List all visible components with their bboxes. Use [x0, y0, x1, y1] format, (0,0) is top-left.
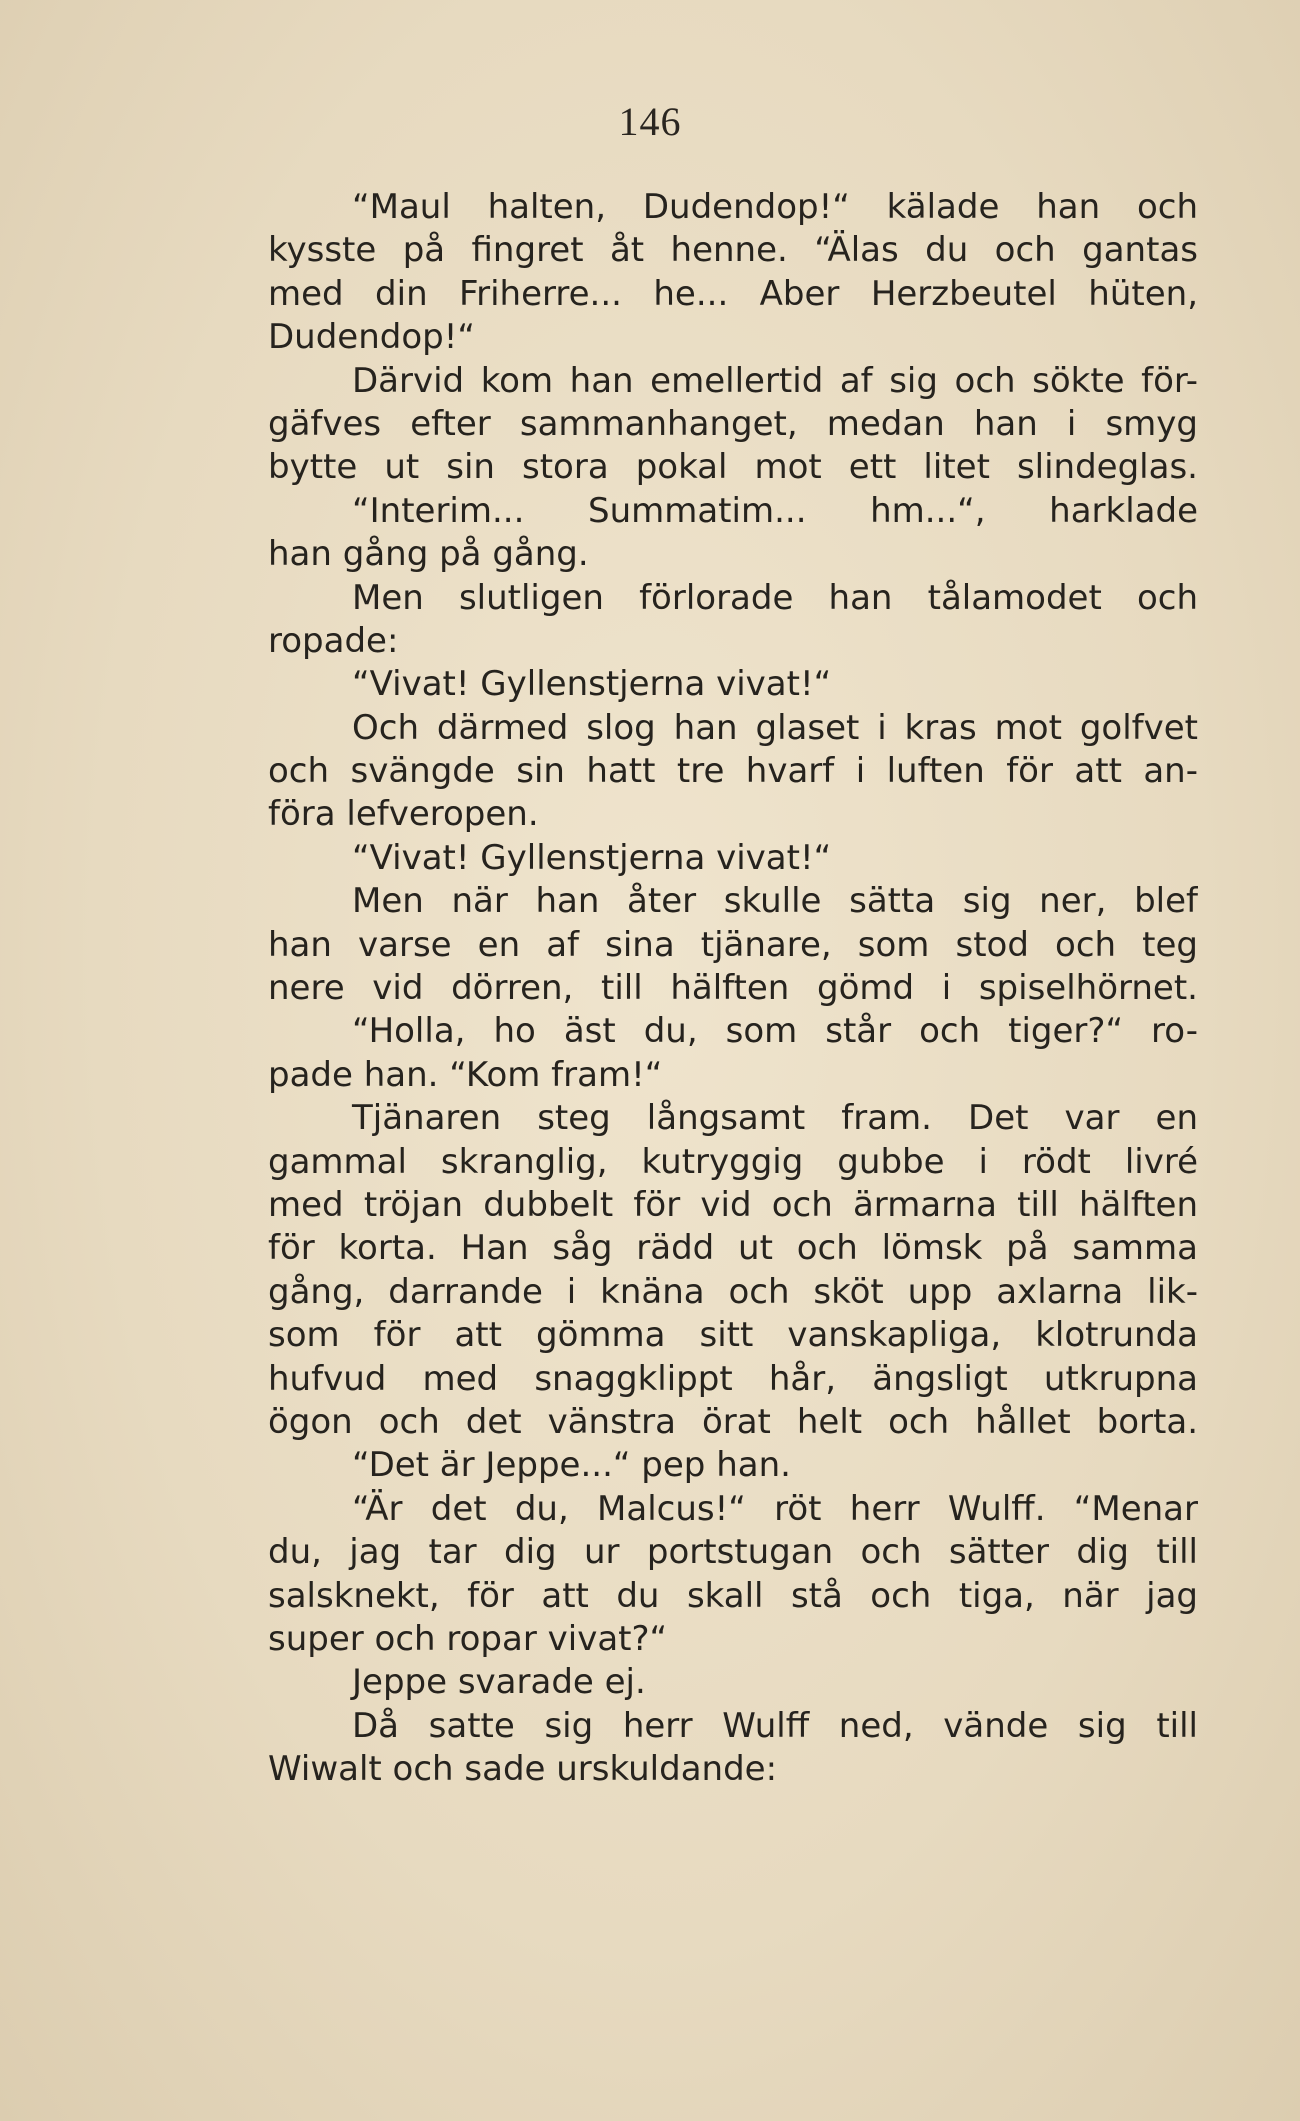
text-line: “Holla, ho äst du, som står och tiger?“ ro-	[352, 1011, 1198, 1052]
text-line: och svängde sin hatt tre hvarf i luften för att an-	[268, 751, 1198, 792]
text-line: bytte ut sin stora pokal mot ett litet slindeglas.	[268, 447, 1198, 488]
text-line: Men slutligen förlorade han tålamodet och	[352, 577, 1198, 618]
text-line: Dudendop!“	[268, 317, 475, 358]
text-line: han varse en af sina tjänare, som stod och teg	[268, 924, 1198, 965]
text-line: “Vivat! Gyllenstjerna vivat!“	[352, 664, 832, 705]
text-line: super och ropar vivat?“	[268, 1618, 668, 1659]
text-line: hufvud med snaggklippt hår, ängsligt utkrupna	[268, 1358, 1198, 1399]
text-line: gäfves efter sammanhanget, medan han i smyg	[268, 403, 1198, 444]
text-line: Därvid kom han emellertid af sig och sökte för-	[352, 360, 1198, 401]
text-line: “Det är Jeppe...“ pep han.	[352, 1445, 791, 1486]
text-line: du, jag tar dig ur portstugan och sätter dig till	[268, 1532, 1198, 1573]
text-line: “Är det du, Malcus!“ röt herr Wulff. “Menar	[352, 1488, 1198, 1529]
text-line: ögon och det vänstra örat helt och hållet borta.	[268, 1401, 1198, 1442]
text-line: föra lefveropen.	[268, 794, 539, 835]
text-line: Jeppe svarade ej.	[352, 1662, 646, 1703]
text-line: “Maul halten, Dudendop!“ kälade han och	[352, 187, 1198, 227]
page-number: 146	[618, 99, 682, 144]
text-line: för korta. Han såg rädd ut och lömsk på samma	[268, 1228, 1198, 1269]
body-text	[268, 186, 1198, 1791]
text-line: Wiwalt och sade urskuldande:	[268, 1749, 778, 1790]
text-line: “Vivat! Gyllenstjerna vivat!“	[352, 837, 832, 878]
text-line: kysste på fingret åt henne. “Älas du och gantas	[268, 230, 1198, 271]
text-line: med din Friherre... he... Aber Herzbeutel hüten,	[268, 273, 1198, 314]
text-line: “Interim... Summatim... hm...“, harklade	[352, 490, 1198, 531]
text-line: pade han. “Kom fram!“	[268, 1054, 663, 1095]
text-line: Tjänaren steg långsamt fram. Det var en	[352, 1098, 1198, 1139]
text-line: som för att gömma sitt vanskapliga, klotrunda	[268, 1315, 1198, 1356]
text-line: ropade:	[268, 620, 399, 661]
text-line: salsknekt, för att du skall stå och tiga, när jag	[268, 1575, 1198, 1616]
text-line: Då satte sig herr Wulff ned, vände sig till	[352, 1705, 1198, 1746]
text-line: nere vid dörren, till hälften gömd i spiselhörnet.	[268, 968, 1198, 1009]
text-line: Och därmed slog han glaset i kras mot golfvet	[352, 707, 1198, 748]
text-line: Men när han åter skulle sätta sig ner, blef	[352, 881, 1198, 922]
text-line: med tröjan dubbelt för vid och ärmarna till hälften	[268, 1184, 1198, 1225]
text-line: gång, darrande i knäna och sköt upp axlarna lik-	[268, 1271, 1198, 1312]
text-line: han gång på gång.	[268, 534, 589, 575]
text-line: gammal skranglig, kutryggig gubbe i rödt livré	[268, 1141, 1198, 1182]
